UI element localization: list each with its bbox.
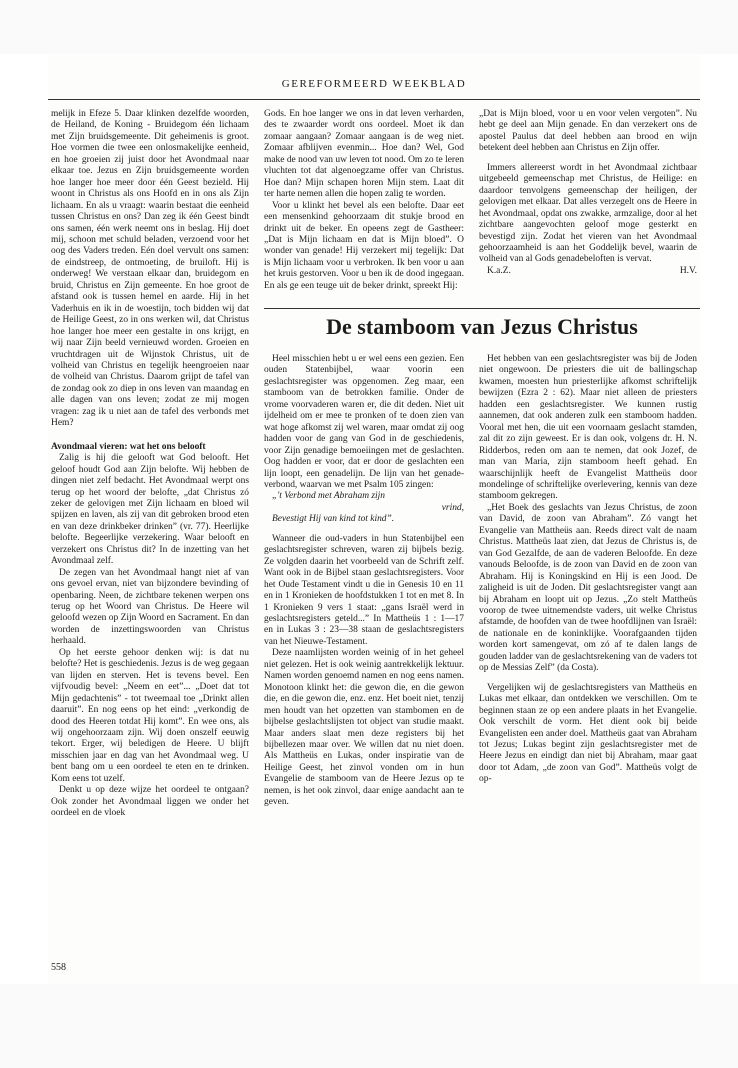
paragraph: De zegen van het Avondmaal hangt niet af van ons gevoel ervan, niet van bijzondere bevinding of openbaring. Neen, de zichtbare tekenen werpen ons terug op het Woord van Christus. De Heere wil geloofd wezen op Zijn Woord en Sacrament. En dan worden de inzettingswoorden van Christus herhaald. [51,567,249,647]
paragraph: Het hebben van een geslachtsregister was bij de Joden niet ongewoon. De priesters die uit de ballingschap kwamen, moesten hun priesterlijke afkomst schriftelijk bewijzen (Ezra 2 : 62). Maar niet alleen de priesters hadden een geslachtsregister. We kunnen rustig aannemen, dat ook anderen zulk een stamboom hadden. Vooral met hen, die uit een voornaam geslacht stamden, zal dit zo zijn geweest. Er is dan ook, volgens dr. H. N. Ridderbos, reden om aan te nemen, dat ook Jozef, de man van Maria, zijn stamboom heeft gehad. En waarschijnlijk heeft de Evangelist Mattheüs door mondelinge of schriftelijke overlevering, kennis van deze stamboom gekregen. [479,354,697,502]
paragraph: Zalig is hij die gelooft wat God belooft. Het geloof houdt God aan Zijn belofte. Wij hebben de dingen niet zelf bedacht. Het Avondmaal werpt ons terug op het woord der belofte, „dat Christus zó zeker de gelovigen met Zijn lichaam en bloed wil spijzen en laven, als zij van dit gebroken brood eten en van deze drinkbeker drinken” (vr. 77). Heerlijke belofte. Begeerlijke verzekering. Waar belooft en verzekert ons Christus dit? In de inzetting van het Avondmaal zelf. [51,453,249,567]
paragraph: Gods. En hoe langer we ons in dat leven verharden, des te zwaarder wordt ons oordeel. Moet ik dan zomaar aangaan? Zomaar aangaan is de weg niet. Zomaar afblijven evenmin... Hoe dan? Wel, God make de nood van uw leven tot nood. Om zo te leren vluchten tot dat algenoegzame offer van Christus. Hoe dan? Mijn schapen horen Mijn stem. Laat dit ter harte nemen allen die hopen zalig te worden. [264,109,464,200]
scan-top-margin [0,0,738,54]
header-rule [48,99,700,100]
paragraph: Vergelijken wij de geslachtsregisters van Mattheüs en Lukas met elkaar, dan ontdekken we verschillen. Om te beginnen staan ze op een andere plaats in het Evangelie. Ook verschilt de vorm. Het dient ook bij beide Evangelisten een ander doel. Mattheüs gaat van Abraham tot Jezus; Lukas begint zijn geslachtsregister met de Heere Jezus en eindigt dan niet bij Abraham, maar gaat door tot Adam, „de zoon van God”. Mattheüs volgt de op- [479,682,697,785]
paragraph: Voor u klinkt het bevel als een belofte. Daar eet een mensenkind gehoorzaam dit stukje brood en drinkt uit de beker. En opeens zegt de Gastheer: „Dat is Mijn lichaam en dat is Mijn bloed”. O wonder van genade! Hij verzekert mij tegelijk: Dat is Mijn lichaam voor u verbroken. Ik ben voor u aan het kruis gestorven. Voor u ben ik de dood ingegaan. En als ge een teuge uit de beker drinkt, spreekt Hij: [264,200,464,291]
paragraph: Denkt u op deze wijze het oordeel te ontgaan? Ook zonder het Avondmaal liggen we onder het oordeel en de vloek [51,785,249,819]
page-number: 558 [51,962,66,973]
paragraph: Deze naamlijsten worden weinig of in het geheel niet gelezen. Het is ook weinig aantrekkelijk lektuur. Namen worden genoemd namen en nog eens namen. Monotoon klinkt het: die gewon die, en die gewon die, en die gewon die, enz. enz. Het boeit niet, tenzij men houdt van het opzetten van stambomen en de bijbelse geslachtslijsten tot object van studie maakt. Maar anders slaat men deze registers bij het bijbellezen maar over. We willen dat nu niet doen. Als Mattheüs en Lukas, onder inspiratie van de Heilige Geest, het zinvol vonden om in hun Evangelie de stamboom van de Heere Jezus op te nemen, is het ook zinvol, daar enige aandacht aan te geven. [264,648,464,808]
column-2-top [264,109,464,292]
signature-left: K.a.Z. [487,265,511,276]
magazine-page [48,54,700,984]
scan-bottom-margin [0,984,738,1068]
paragraph: melijk in Efeze 5. Daar klinken dezelfde woorden, de Heiland, de Koning - Bruidegom één lichaam met Zijn bruidsgemeente. Dit geheimenis is groot. Hoe vormen die twee een onlosmakelijke eenheid, en hoe groeien zij juist door het Avondmaal naar elkaar toe. Jezus en Zijn bruidsgemeente worden hoe langer hoe meer door één Geest bezield. Hij woont in Christus als ons Hoofd en in ons als Zijn lichaam. En als u vraagt: waarin bestaat die eenheid tussen Christus en ons? Dan zeg ik één Geest bindt ons samen, één werk neemt ons in beslag. Hij doet mij, schoon met schuld beladen, verzoend voor het oog des Vaders treden. Eén doel vervult ons samen: de eindstreep, de ontmoeting, de bruiloft. Hij is onderweg! We verstaan elkaar dan, bruidegom en bruid, Christus en Zijn gemeente. En hoe groot de afstand ook is tussen hemel en aarde. Hij in het Vaderhuis en ik in de woestijn, toch bidden wij dat de Heilige Geest, zo in ons werken wil, dat Christus hoe langer hoe meer een gestalte in ons krijgt, en wij naar Zijn beeld vernieuwd worden. Groeien en vruchtdragen uit de Wijnstok Christus, uit de volheid van Christus en tegelijk heengroeien naar de volheid van Christus. Daarom grijpt de tafel van de zondag ook zo diep in ons leven van maandag en alle dagen van ons leven; zodat ze mij mogen vragen: zag ik u niet aan de tafel des verbonds met Hem? [51,109,249,429]
psalm-quote [264,491,464,525]
running-header: GEREFORMEERD WEEKBLAD [281,78,467,90]
psalm-line-1: „'t Verbond met Abraham zijn [272,491,385,502]
paragraph: Heel misschien hebt u er wel eens een gezien. Een ouden Statenbijbel, waar voorin een geslachtsregister was opgenomen. Zeg maar, een stamboom van de betrokken familie. Onder de vrome voorvaderen waren er, die dit deden. Niet uit ijdelheid om er mee te pronken of te doen zien van wat hoge afkomst zij wel waren, maar omdat zij oog hadden voor de gang van God in de geschiedenis, voor Zijn genadige bemoeiingen met de geslachten. Oog hadden er voor, dat er door de geslachten een lijn loopt, een genadelijn. De lijn van het genade-verbond, waarvan we met Psalm 105 zingen: [264,354,464,490]
paragraph: „Het Boek des geslachts van Jezus Christus, de zoon van David, de zoon van Abraham”. Zó vangt het Evangelie van Mattheüs aan. Reeds direct valt de naam Christus. Mattheüs laat zien, dat Jezus de Christus is, de van God Gezalfde, de aan de vaderen Beloofde. En deze vanouds Beloofde, is de zoon van David en de zoon van Abraham. Hij is Koningskind en Hij is een Jood. De zaligheid is uit de Joden. Dit geslachtsregister vangt aan bij Abraham en loopt uit op Jezus. „Zo stelt Mattheüs voorop de twee uitnemendste vaders, uit welke Christus afstamde, de hoofden van de twee hoofdlijnen van Israël: de nationale en de koninklijke. Voorafgaanden tijden worden kort samengevat, om zó af te dalen langs de gouden ladder van de geslachtsrekening van de vaders tot op de Messias Zelf” (da Costa). [479,502,697,674]
column-3-bottom [479,354,697,786]
signature-line [479,266,697,277]
column-3-top [479,109,697,277]
signature-right: H.V. [679,265,697,276]
paragraph: Immers allereerst wordt in het Avondmaal zichtbaar uitgebeeld gemeenschap met Christus, de Heilige: en daardoor tenvolgens gemeenschap der heiligen, der gelovigen met elkaar. Dat alles verzegelt ons de Heere in het Avondmaal, opdat ons zwakke, armzalige, door al het zichtbare aangevochten geloof mogе gesterkt en bevestigd zijn. Zodat het vieren van het Avondmaal gehoorzaamheid is aan het Goddelijk bevel, waarin de volheid van al Gods genadebeloften is vervat. [479,162,697,265]
column-1 [51,109,249,820]
paragraph: Op het eerste gehoor denken wij: is dat nu belofte? Het is geschiedenis. Jezus is de weg gegaan van lijden en sterven. Het is tevens bevel. Een vijfvoudig bevel: „Neem en eet”... „Doet dat tot Mijn gedachtenis” - tot tweemaal toe „Drinkt allen daaruit”. En nog eens op het eind: „verkondig de dood des Heeren totdat Hij komt”. En wee ons, als wij ongehoorzaam zijn. Wij doen onszelf eeuwig tekort. Erger, wij beledigen de Heere. U blijft misschien jaar en dag van het Avondmaal weg. U bent bang om u een oordeel te eten en te drinken. Kom eens tot uzelf. [51,647,249,784]
column-2-bottom [264,354,464,809]
psalm-line-1-end: vrind, [441,502,464,513]
paragraph: Wanneer die oud-vaders in hun Statenbijbel een geslachtsregister schreven, waren zij bijbels bezig. Ze volgden daarin het voorbeeld van de Schrift zelf. Want ook in de Bijbel staan geslachtsregisters. Voor het Oude Testament vindt u die in Genesis 10 en 11 en in 1 Kronieken de hoofdstukken 1 tot en met 8. In 1 Kronieken 9 vers 1 staat: „gans Israël werd in geslachtsregisters geteld...” In Mattheüs 1 : 1—17 en in Lukas 3 : 23—38 staan de geslachtsregisters van het Nieuwe-Testament. [264,533,464,647]
psalm-line-2: Bevestigt Hij van kind tot kind”. [272,514,395,525]
paragraph: „Dat is Mijn bloed, voor u en voor velen vergoten”. Nu hebt ge deel aan Mijn genade. En dan verzekert ons de apostel Paulus dat deel hebben aan brood en wijn betekent deel hebben aan Christus en Zijn offer. [479,109,697,154]
section-heading: Avondmaal vieren: wat het ons belooft [51,441,206,452]
article-title: De stamboom van Jezus Christus [326,314,638,339]
article-divider [264,308,700,309]
